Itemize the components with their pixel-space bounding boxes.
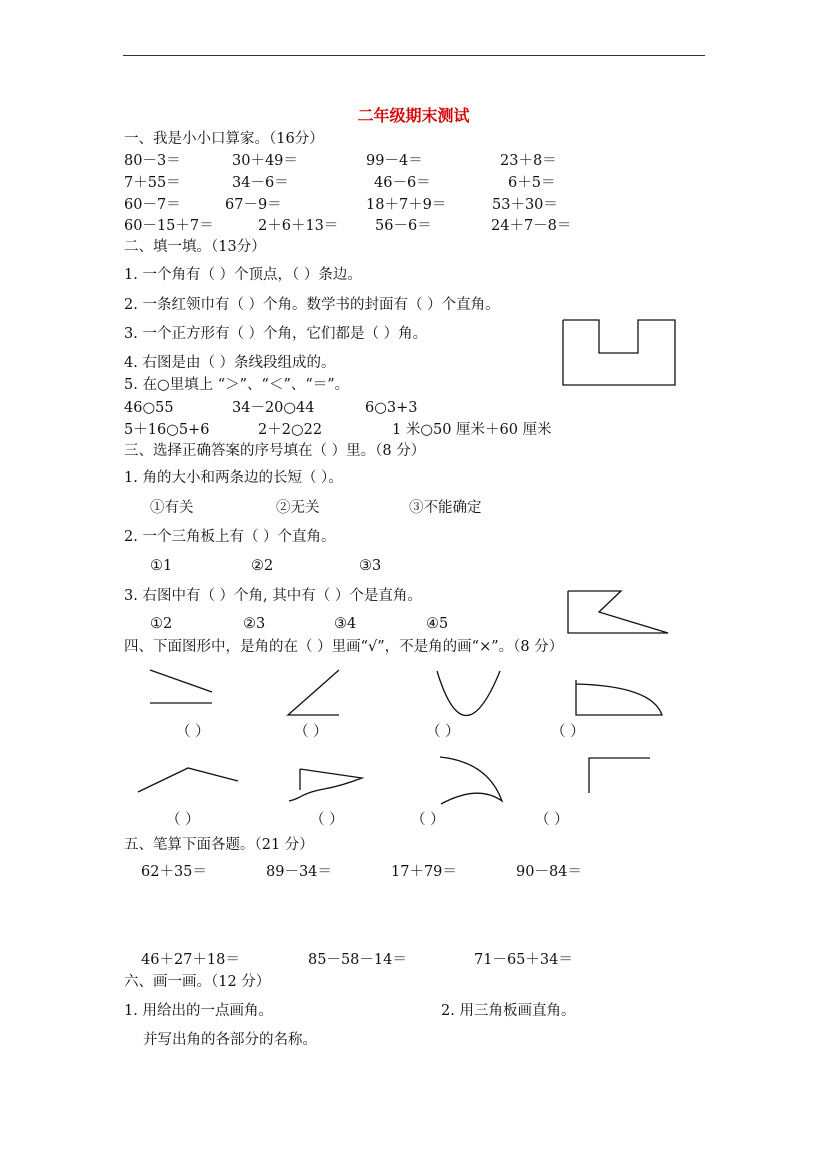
calc-item: 46＋27＋18＝ xyxy=(141,952,240,968)
math-item: 60－7＝ xyxy=(124,197,181,213)
figure-curve-corner xyxy=(574,678,666,718)
math-item: 18＋7＋9＝ xyxy=(366,197,447,213)
choice-question: 3. 右图中有（ ）个角, 其中有（ ）个是直角。 xyxy=(124,588,422,604)
compare-item: 6○3+3 xyxy=(365,400,418,416)
calc-item: 89－34＝ xyxy=(266,864,332,880)
answer-blank[interactable]: （ ） xyxy=(535,812,569,828)
choice-option: ③3 xyxy=(359,558,382,574)
answer-blank[interactable]: （ ） xyxy=(411,812,445,828)
choice-question: 2. 一个三角板上有（ ）个直角。 xyxy=(124,529,336,545)
compare-item: 46○55 xyxy=(124,400,174,416)
compare-item: 5＋16○5+6 xyxy=(124,422,210,438)
answer-blank[interactable]: （ ） xyxy=(294,724,328,740)
choice-option: ④5 xyxy=(426,616,449,632)
figure-curve xyxy=(434,668,504,718)
choice-question: 1. 角的大小和两条边的长短（ ）。 xyxy=(124,470,343,486)
math-item: 23＋8＝ xyxy=(500,153,557,169)
compare-item: 1 米○50 厘米＋60 厘米 xyxy=(392,422,552,438)
figure-jagged-angle xyxy=(286,766,366,806)
figure-right-angle xyxy=(587,756,653,796)
math-item: 46－6＝ xyxy=(374,175,431,191)
choice-option: ①1 xyxy=(150,558,173,574)
section-3-heading: 三、选择正确答案的序号填在（ ）里。（8 分） xyxy=(124,443,426,459)
flag-shape-figure xyxy=(567,590,671,636)
math-item: 53＋30＝ xyxy=(492,197,558,213)
fill-question: 5. 在○里填上 “＞”、“＜”、“＝”。 xyxy=(124,377,350,393)
answer-blank[interactable]: （ ） xyxy=(310,812,344,828)
math-item: 67－9＝ xyxy=(225,197,282,213)
math-item: 2＋6＋13＝ xyxy=(258,218,339,234)
compare-item: 2＋2○22 xyxy=(258,422,323,438)
calc-item: 85－58－14＝ xyxy=(308,952,407,968)
fill-question: 2. 一条红领巾有（ ）个角。数学书的封面有（ ）个直角。 xyxy=(124,297,500,313)
section-5-heading: 五、笔算下面各题。（21 分） xyxy=(124,837,314,853)
math-item: 60－15＋7＝ xyxy=(124,218,214,234)
section-2-heading: 二、填一填。（13分） xyxy=(124,239,266,255)
math-item: 99－4＝ xyxy=(366,153,423,169)
figure-crescent xyxy=(438,754,508,806)
header-rule xyxy=(123,55,705,56)
answer-blank[interactable]: （ ） xyxy=(551,724,585,740)
section-1-heading: 一、我是小小口算家。（16分） xyxy=(124,131,324,147)
fill-question: 4. 右图是由（ ）条线段组成的。 xyxy=(124,355,336,371)
math-item: 30＋49＝ xyxy=(232,153,298,169)
choice-option: ②2 xyxy=(251,558,274,574)
section-4-heading: 四、下面图形中，是角的在（ ）里画“√”，不是角的画“×”。（8 分） xyxy=(124,639,564,655)
fill-question: 1. 一个角有（ ）个顶点，（ ）条边。 xyxy=(124,267,362,283)
math-item: 24＋7－8＝ xyxy=(491,218,572,234)
figure-angle xyxy=(286,668,342,718)
figure-two-lines xyxy=(148,668,218,708)
notch-shape-figure xyxy=(562,319,678,387)
math-item: 56－6＝ xyxy=(375,218,432,234)
figure-bent-line xyxy=(136,766,242,796)
choice-option: ①2 xyxy=(150,616,173,632)
answer-blank[interactable]: （ ） xyxy=(426,724,460,740)
math-item: 6＋5＝ xyxy=(508,175,556,191)
math-item: 7＋55＝ xyxy=(124,175,181,191)
section-6-heading: 六、画一画。（12 分） xyxy=(124,974,271,990)
choice-option: ②无关 xyxy=(276,500,320,516)
page-title: 二年级期末测试 xyxy=(357,106,470,125)
drawing-note: 并写出角的各部分的名称。 xyxy=(143,1032,317,1048)
calc-item: 90－84＝ xyxy=(516,864,582,880)
calc-item: 71－65＋34＝ xyxy=(474,952,573,968)
choice-option: ③4 xyxy=(334,616,357,632)
compare-item: 34－20○44 xyxy=(232,400,315,416)
answer-blank[interactable]: （ ） xyxy=(176,724,210,740)
answer-blank[interactable]: （ ） xyxy=(166,812,200,828)
calc-item: 62＋35＝ xyxy=(141,864,207,880)
drawing-question: 1. 用给出的一点画角。 xyxy=(124,1003,273,1019)
calc-item: 17＋79＝ xyxy=(391,864,457,880)
choice-option: ③不能确定 xyxy=(409,500,482,516)
choice-option: ①有关 xyxy=(150,500,194,516)
math-item: 34－6＝ xyxy=(232,175,289,191)
math-item: 80－3＝ xyxy=(124,153,181,169)
drawing-question: 2. 用三角板画直角。 xyxy=(441,1003,576,1019)
choice-option: ②3 xyxy=(243,616,266,632)
fill-question: 3. 一个正方形有（ ）个角，它们都是（ ）角。 xyxy=(124,326,428,342)
